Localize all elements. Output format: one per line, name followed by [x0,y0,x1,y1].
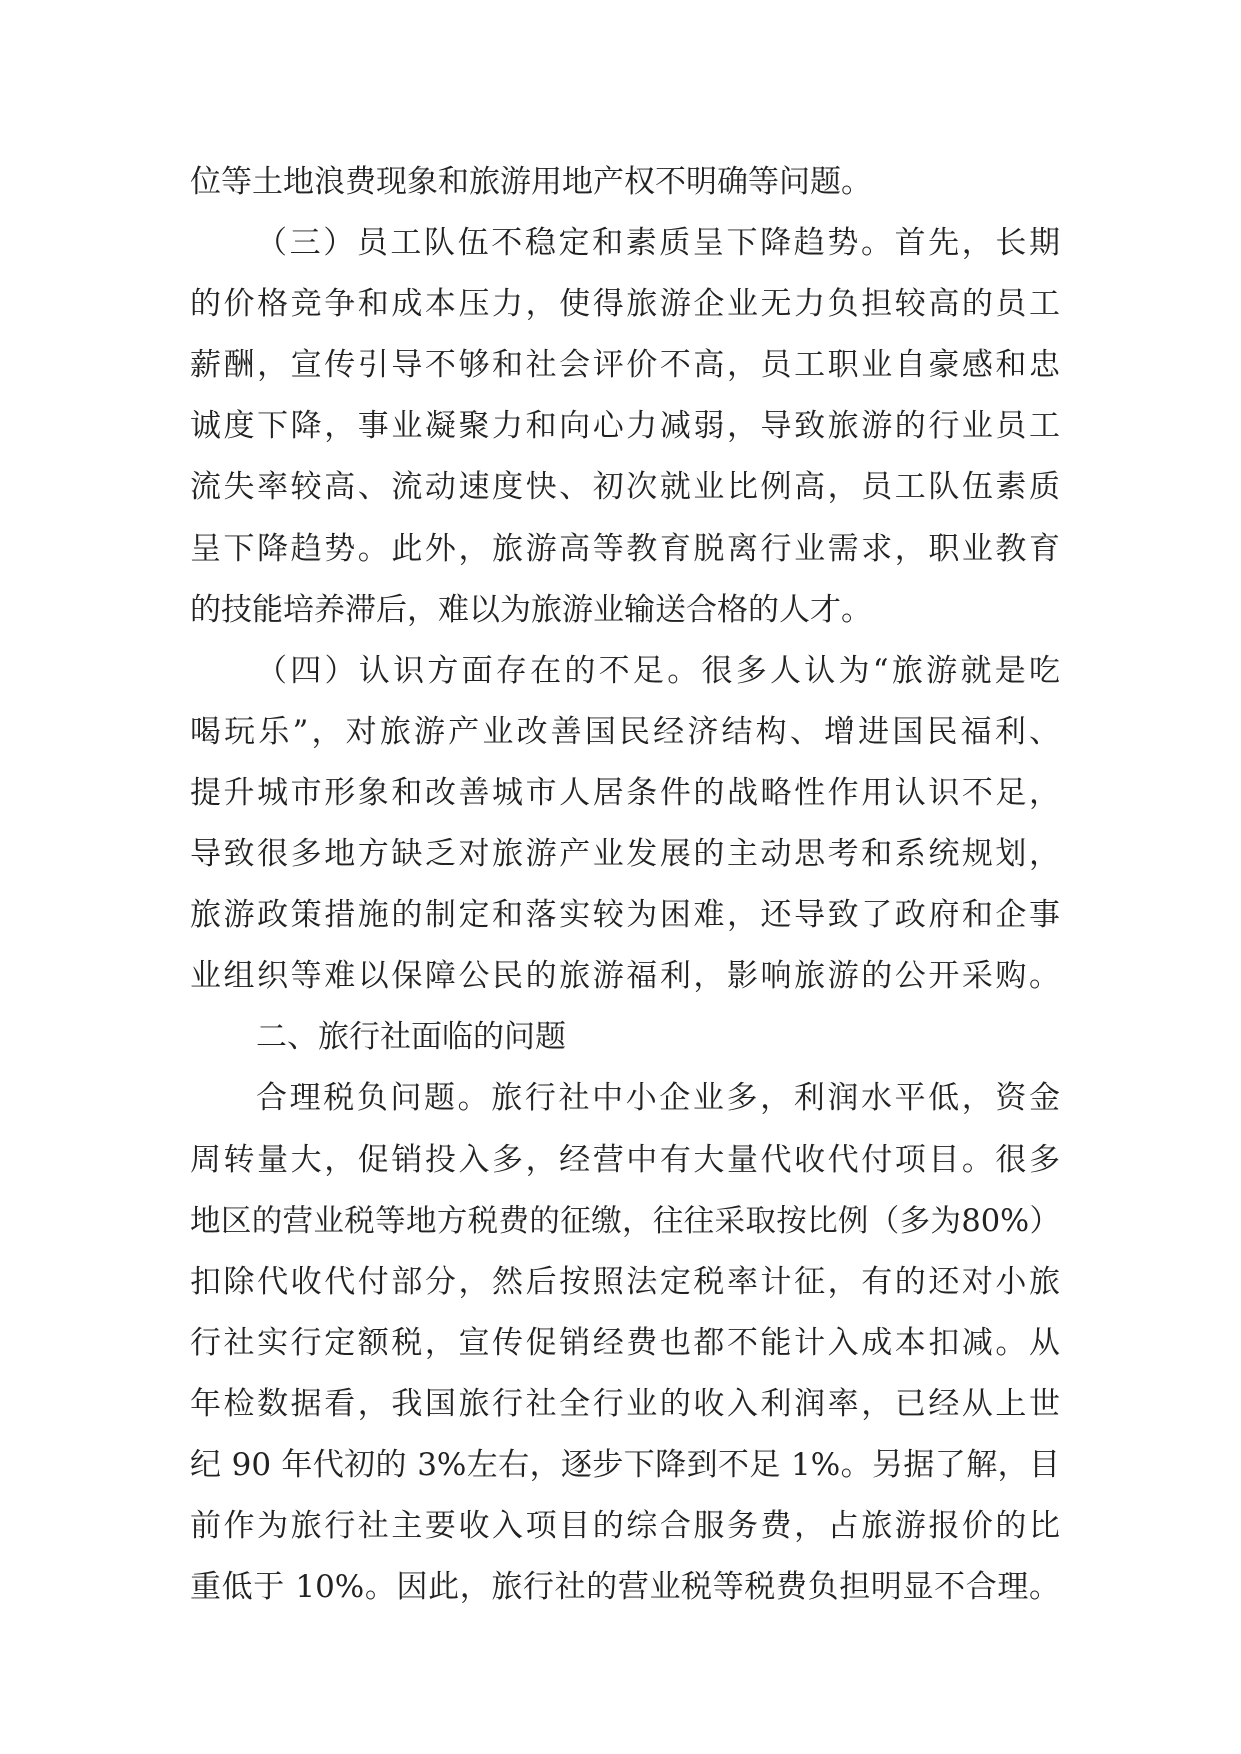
section-heading: 二、旅行社面临的问题 [256,1019,566,1056]
text-line: 旅游政策措施的制定和落实较为困难，还导致了政府和企事 [190,897,1060,934]
text-line: （三）员工队伍不稳定和素质呈下降趋势。首先，长期 [256,225,1060,262]
text-line: 位等土地浪费现象和旅游用地产权不明确等问题。 [190,164,872,200]
text-line: 扣除代收代付部分，然后按照法定税率计征，有的还对小旅 [190,1263,1060,1300]
text-line: 呈下降趋势。此外，旅游高等教育脱离行业需求，职业教育 [190,530,1060,567]
text-line: 行社实行定额税，宣传促销经费也都不能计入成本扣减。从 [190,1324,1060,1361]
text-line: 导致很多地方缺乏对旅游产业发展的主动思考和系统规划， [190,836,1060,873]
text-line: 前作为旅行社主要收入项目的综合服务费，占旅游报价的比 [190,1508,1060,1545]
text-line: 地区的营业税等地方税费的征缴，往往采取按比例（多为80%） [190,1203,1060,1239]
text-line: 薪酬，宣传引导不够和社会评价不高，员工职业自豪感和忠 [190,347,1060,384]
text-line: 提升城市形象和改善城市人居条件的战略性作用认识不足， [190,774,1060,811]
text-line: （四）认识方面存在的不足。很多人认为“旅游就是吃 [256,652,1060,689]
text-line: 纪 90 年代初的 3%左右，逐步下降到不足 1%。另据了解，目 [190,1446,1060,1483]
text-line: 周转量大，促销投入多，经营中有大量代收代付项目。很多 [190,1141,1060,1178]
text-line: 的技能培养滞后，难以为旅游业输送合格的人才。 [190,591,872,628]
text-line: 的价格竞争和成本压力，使得旅游企业无力负担较高的员工 [190,286,1060,323]
document-body [190,152,1060,1618]
text-line: 诚度下降，事业凝聚力和向心力减弱，导致旅游的行业员工 [190,408,1060,445]
text-line: 业组织等难以保障公民的旅游福利，影响旅游的公开采购。 [190,958,1060,995]
text-line: 年检数据看，我国旅行社全行业的收入利润率，已经从上世 [190,1385,1060,1422]
text-line: 重低于 10%。因此，旅行社的营业税等税费负担明显不合理。 [190,1569,1060,1606]
text-line: 合理税负问题。旅行社中小企业多，利润水平低，资金 [256,1080,1060,1117]
text-line: 流失率较高、流动速度快、初次就业比例高，员工队伍素质 [190,469,1060,506]
text-line: 喝玩乐”，对旅游产业改善国民经济结构、增进国民福利、 [190,713,1060,750]
